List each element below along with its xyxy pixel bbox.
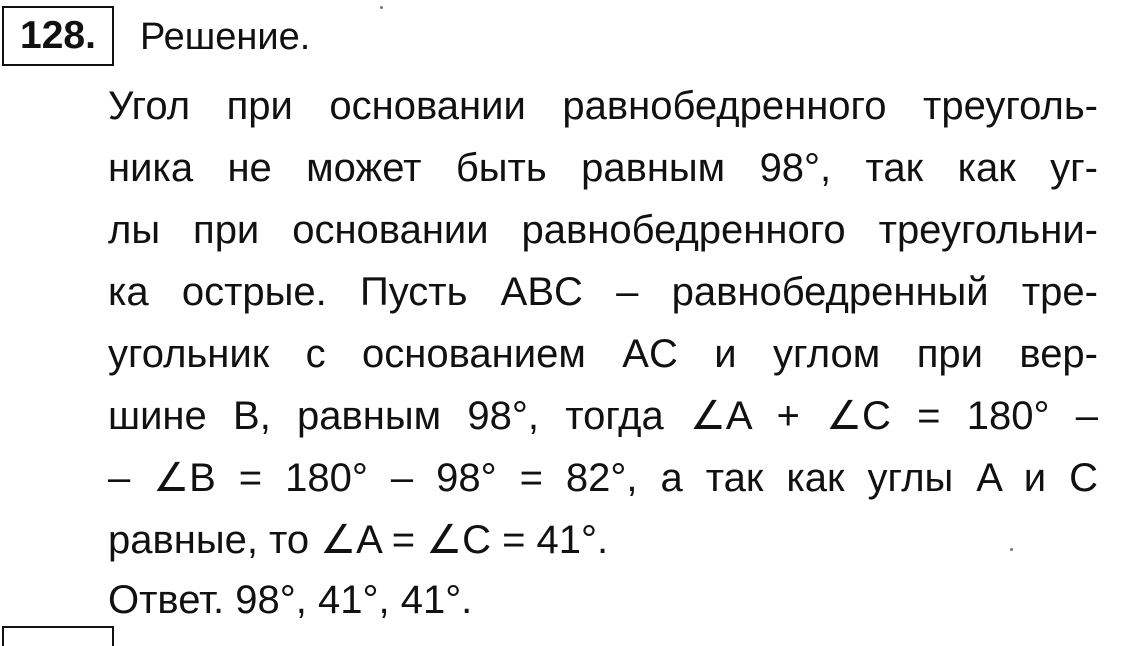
solution-line-4: ка острые. Пусть ABC – равнобедренный тре-	[108, 270, 1098, 314]
solution-line-5: угольник с основанием AC и углом при вер-	[108, 332, 1098, 376]
scan-speck	[1010, 548, 1013, 551]
solution-line-2: ника не может быть равным 98°, так как уг-	[108, 146, 1098, 190]
solution-line-8: равные, то ∠A = ∠C = 41°.	[108, 518, 609, 562]
solution-line-6: шине B, равным 98°, тогда ∠A + ∠C = 180° –	[108, 394, 1098, 438]
problem-number: 128.	[20, 14, 96, 57]
solution-line-1: Угол при основании равнобедренного треуголь-	[108, 84, 1098, 128]
solution-heading: Решение.	[140, 16, 311, 58]
next-problem-box-edge	[2, 626, 114, 646]
scan-speck	[380, 6, 383, 9]
answer-line: Ответ. 98°, 41°, 41°.	[108, 578, 473, 622]
solution-line-3: лы при основании равнобедренного треугольни-	[108, 208, 1098, 252]
problem-number-box	[2, 6, 114, 66]
solution-line-7: – ∠B = 180° – 98° = 82°, а так как углы A и C	[108, 456, 1098, 500]
